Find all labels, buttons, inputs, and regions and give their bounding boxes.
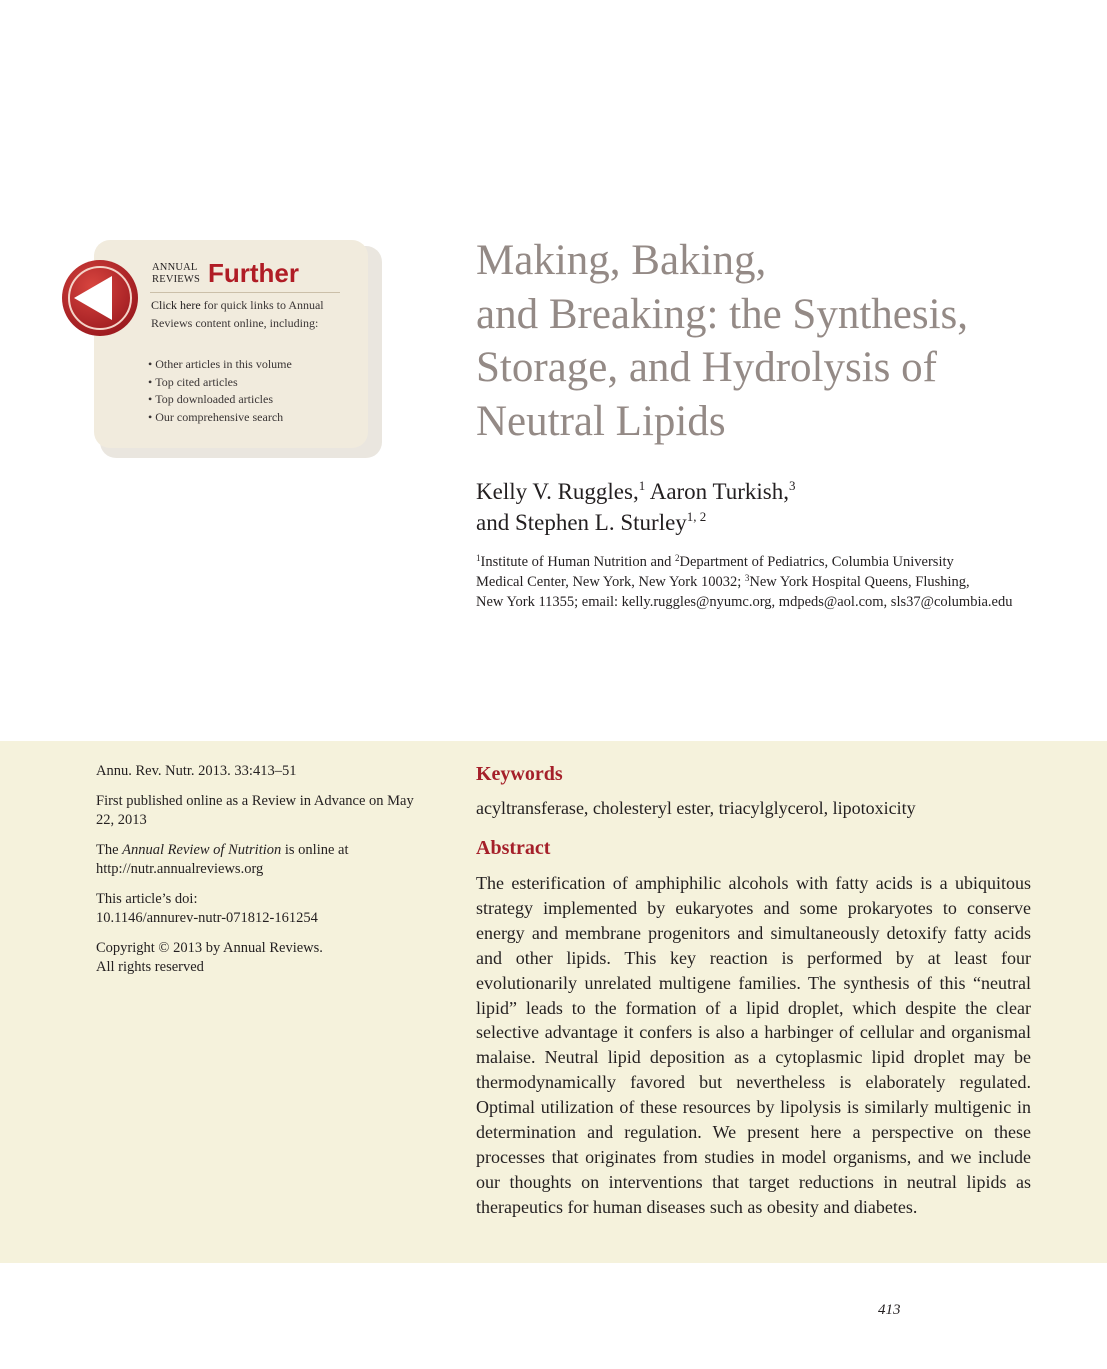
publication-date: First published online as a Review in Advance on May 22, 2013 xyxy=(96,793,414,828)
abstract-text: The esterification of amphiphilic alcohols with fatty acids is a ubiquitous strategy implemented by eukaryotes and some prokaryotes to conserve energy and membrane progenitors and simultaneously detoxify fatty acids and other lipids. This key reaction is performed by at least four evolutionarily unrelated multigene families. The synthesis of this “neutral lipid” leads to the formation of a lipid droplet, which despite the clear selective advantage it confers is also a harbinger of cellular and organismal malaise. Neutral lipid deposition as a cytoplasmic lipid droplet may be thermodynamically favored but nevertheless is elaborately regulated. Optimal utilization of these resources by lipolysis is similarly multigenic in determination and regulation. We present here a perspective on these processes that originates from studies in model organisms, and we include our thoughts on interventions that target reductions in neutral lipids as therapeutics for human diseases such as obesity and diabetes. xyxy=(476,873,1031,1217)
further-links-list xyxy=(148,356,292,426)
article-metadata xyxy=(96,762,416,988)
page-number: 413 xyxy=(878,1302,901,1318)
author-turkish-affil: 3 xyxy=(789,478,796,493)
affil-marker: 3 xyxy=(744,573,750,583)
affil-line-1 xyxy=(476,552,1076,572)
keywords-heading: Keywords xyxy=(476,763,563,785)
author-list xyxy=(476,476,1076,538)
author-ruggles: Kelly V. Ruggles, xyxy=(476,479,639,504)
title-line: and Breaking: the Synthesis, xyxy=(476,290,969,338)
journal-url[interactable]: is online at http://nutr.annualreviews.org xyxy=(96,842,349,877)
further-link-top-downloaded[interactable]: • Top downloaded articles xyxy=(148,391,292,409)
affil-line-2 xyxy=(476,572,1076,592)
back-arrow-icon[interactable] xyxy=(60,258,140,338)
rights: All rights reserved xyxy=(96,959,204,975)
affiliations xyxy=(476,552,1076,612)
copyright-block xyxy=(96,939,416,977)
further-link-other-articles[interactable]: • Other articles in this volume xyxy=(148,356,292,374)
author-sturley: and Stephen L. Sturley xyxy=(476,510,687,535)
brand-top: ANNUAL xyxy=(152,262,198,273)
affil-marker: 2 xyxy=(675,553,680,563)
doi-value[interactable]: 10.1146/annurev-nutr-071812-161254 xyxy=(96,910,318,926)
citation: Annu. Rev. Nutr. 2013. 33:413–51 xyxy=(96,763,297,779)
affil-text: Department of Pediatrics, Columbia University xyxy=(679,554,954,570)
author-line-1 xyxy=(476,476,1076,507)
author-line-2 xyxy=(476,507,1076,538)
abstract-heading: Abstract xyxy=(476,837,551,859)
author-ruggles-affil: 1 xyxy=(638,478,646,493)
further-intro xyxy=(151,297,356,332)
author-turkish: Aaron Turkish, xyxy=(649,479,790,504)
further-heading: Further xyxy=(208,258,299,288)
journal-online-pre: The xyxy=(96,842,119,858)
annual-reviews-brand xyxy=(152,262,200,286)
affil-marker: 1 xyxy=(476,553,481,563)
further-divider xyxy=(150,292,340,293)
keywords-text: acyltransferase, cholesteryl ester, triacylglycerol, lipotoxicity xyxy=(476,798,916,818)
title-line: Storage, and Hydrolysis of xyxy=(476,344,937,391)
doi-block xyxy=(96,890,416,928)
brand-bottom: REVIEWS xyxy=(152,274,201,285)
further-link-search[interactable]: • Our comprehensive search xyxy=(148,409,292,427)
journal-name: Annual Review of Nutrition xyxy=(122,842,282,858)
article-title xyxy=(476,234,1076,448)
copyright: Copyright © 2013 by Annual Reviews. xyxy=(96,940,323,956)
affil-text: Medical Center, New York, New York 10032; xyxy=(476,574,742,590)
further-link-top-cited[interactable]: • Top cited articles xyxy=(148,374,292,392)
affil-text: Institute of Human Nutrition and xyxy=(480,554,672,570)
journal-online xyxy=(96,841,416,879)
affil-text: New York Hospital Queens, Flushing, xyxy=(749,574,970,590)
title-line: Making, Baking, xyxy=(476,237,767,284)
title-line: Neutral Lipids xyxy=(476,397,726,445)
further-intro-text: for quick links to Annual Reviews content online, including: xyxy=(151,298,324,330)
click-here-link[interactable]: Click here xyxy=(151,298,201,312)
author-sturley-affil: 1, 2 xyxy=(686,509,707,524)
doi-label: This article’s doi: xyxy=(96,891,198,907)
affil-line-3: New York 11355; email: kelly.ruggles@nyumc.org, mdpeds@aol.com, sls37@columbia.edu xyxy=(476,594,1013,610)
